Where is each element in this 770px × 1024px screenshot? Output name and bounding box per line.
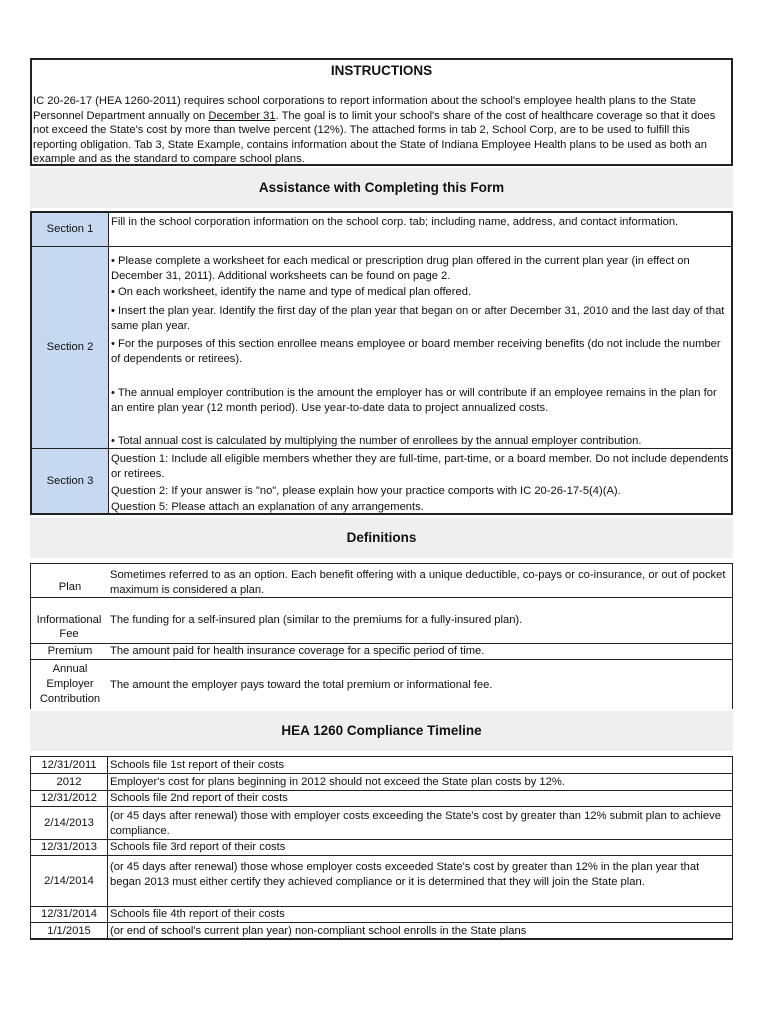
row-divider (32, 246, 731, 247)
definition-text: The amount the employer pays toward the total premium or informational fee. (110, 679, 493, 691)
section-3-item: Question 2: If your answer is "no", please explain how your practice comports with IC 20-26-17-5(4)(A). (111, 485, 621, 497)
assistance-heading-band (30, 168, 733, 208)
instructions-text (33, 94, 729, 167)
timeline-date: 12/31/2012 (41, 792, 97, 805)
instructions-text-a: IC 20-26-17 (HEA 1260-2011) requires school corporations to report information about the school's employee health plans to the State Personnel Department annually on (33, 95, 696, 122)
definition-term: Informational Fee (36, 614, 102, 640)
definition-text: The amount paid for health insurance coverage for a specific period of time. (110, 645, 485, 657)
timeline-event: (or 45 days after renewal) those whose employer costs exceeded State's cost by greater than 12% in the plan year that began 2013 must either certify they achieved compliance or it is determined that they will join the State plan. (110, 861, 700, 888)
section-3-item: Question 1: Include all eligible members whether they are full-time, part-time, or a board member. Do not include dependents or retirees. (111, 453, 729, 480)
definition-term: Annual Employer Contribution (39, 662, 101, 705)
section-2-item: • For the purposes of this section enrollee means employee or board member receiving benefits (do not include the number of dependents or retirees). (111, 338, 721, 365)
section-3-label: Section 3 (46, 474, 94, 487)
timeline-event: Schools file 3rd report of their costs (110, 841, 286, 853)
timeline-table (30, 756, 733, 940)
section-2-item: • On each worksheet, identify the name and type of medical plan offered. (111, 286, 472, 298)
section-2-item: • Total annual cost is calculated by multiplying the number of enrollees by the annual employer contribution. (111, 435, 642, 447)
timeline-title: HEA 1260 Compliance Timeline (281, 723, 482, 738)
timeline-date: 2012 (56, 775, 82, 788)
timeline-event: Schools file 4th report of their costs (110, 908, 285, 920)
section-1-text: Fill in the school corporation information on the school corp. tab; including name, address, and contact information. (111, 216, 679, 228)
section-2-item: • Please complete a worksheet for each medical or prescription drug plan offered in the current plan year (in effect on December 31, 2011). Additional worksheets can be found on page 2. (111, 255, 690, 282)
section-2-item: • Insert the plan year. Identify the first day of the plan year that began on or after December 31, 2010 and the last day of that same plan year. (111, 305, 725, 332)
timeline-date: 2/14/2013 (44, 816, 94, 829)
section-3-item: Question 5: Please attach an explanation of any arrangements. (111, 501, 424, 513)
timeline-event: Schools file 2nd report of their costs (110, 792, 288, 804)
definitions-heading-band (30, 518, 733, 558)
assistance-table (30, 211, 733, 515)
timeline-event: (or 45 days after renewal) those with employer costs exceeding the State's cost by greater than 12% submit plan to achieve compliance. (110, 810, 721, 837)
definition-term: Premium (47, 645, 93, 658)
timeline-date: 2/14/2014 (44, 874, 94, 887)
timeline-date: 12/31/2013 (41, 841, 97, 854)
definition-text: Sometimes referred to as an option. Each benefit offering with a unique deductible, co-pays or co-insurance, or out of pocket maximum is considered a plan. (110, 569, 726, 596)
instructions-text-b: . The goal is to limit your school's share of the cost of healthcare coverage so that it does not exceed the State's cost by more than twelve percent (12%). The attached forms in tab 2, School Corp, are to be used to fulfill this reporting obligation. Tab 3, State Example, contains information about the State of Indiana Employee Health plans to be used as both an example and as the standard to compare school plans. (33, 109, 716, 166)
definition-term: Plan (58, 580, 82, 593)
assistance-title: Assistance with Completing this Form (258, 180, 505, 195)
timeline-event: Employer's cost for plans beginning in 2012 should not exceed the State plan costs by 12%. (110, 776, 565, 788)
instructions-box (30, 58, 733, 166)
timeline-date: 1/1/2015 (47, 924, 91, 937)
definitions-title: Definitions (346, 530, 417, 545)
timeline-heading-band (30, 711, 733, 751)
timeline-date: 12/31/2014 (41, 908, 97, 921)
definition-text: The funding for a self-insured plan (similar to the premiums for a fully-insured plan). (110, 614, 523, 626)
section-2-label: Section 2 (46, 341, 94, 354)
timeline-date: 12/31/2011 (41, 758, 97, 771)
definitions-table (30, 563, 733, 709)
instructions-title: INSTRUCTIONS (330, 63, 433, 78)
timeline-event: Schools file 1st report of their costs (110, 759, 285, 771)
section-1-label: Section 1 (46, 223, 94, 236)
instructions-deadline: December 31 (208, 109, 276, 122)
section-2-item: • The annual employer contribution is the amount the employer has or will contribute if an employee remains in the plan for an entire plan year (12 month period). Use year-to-date data to project annualized costs. (111, 387, 717, 414)
timeline-event: (or end of school's current plan year) non-compliant school enrolls in the State plans (110, 925, 527, 937)
